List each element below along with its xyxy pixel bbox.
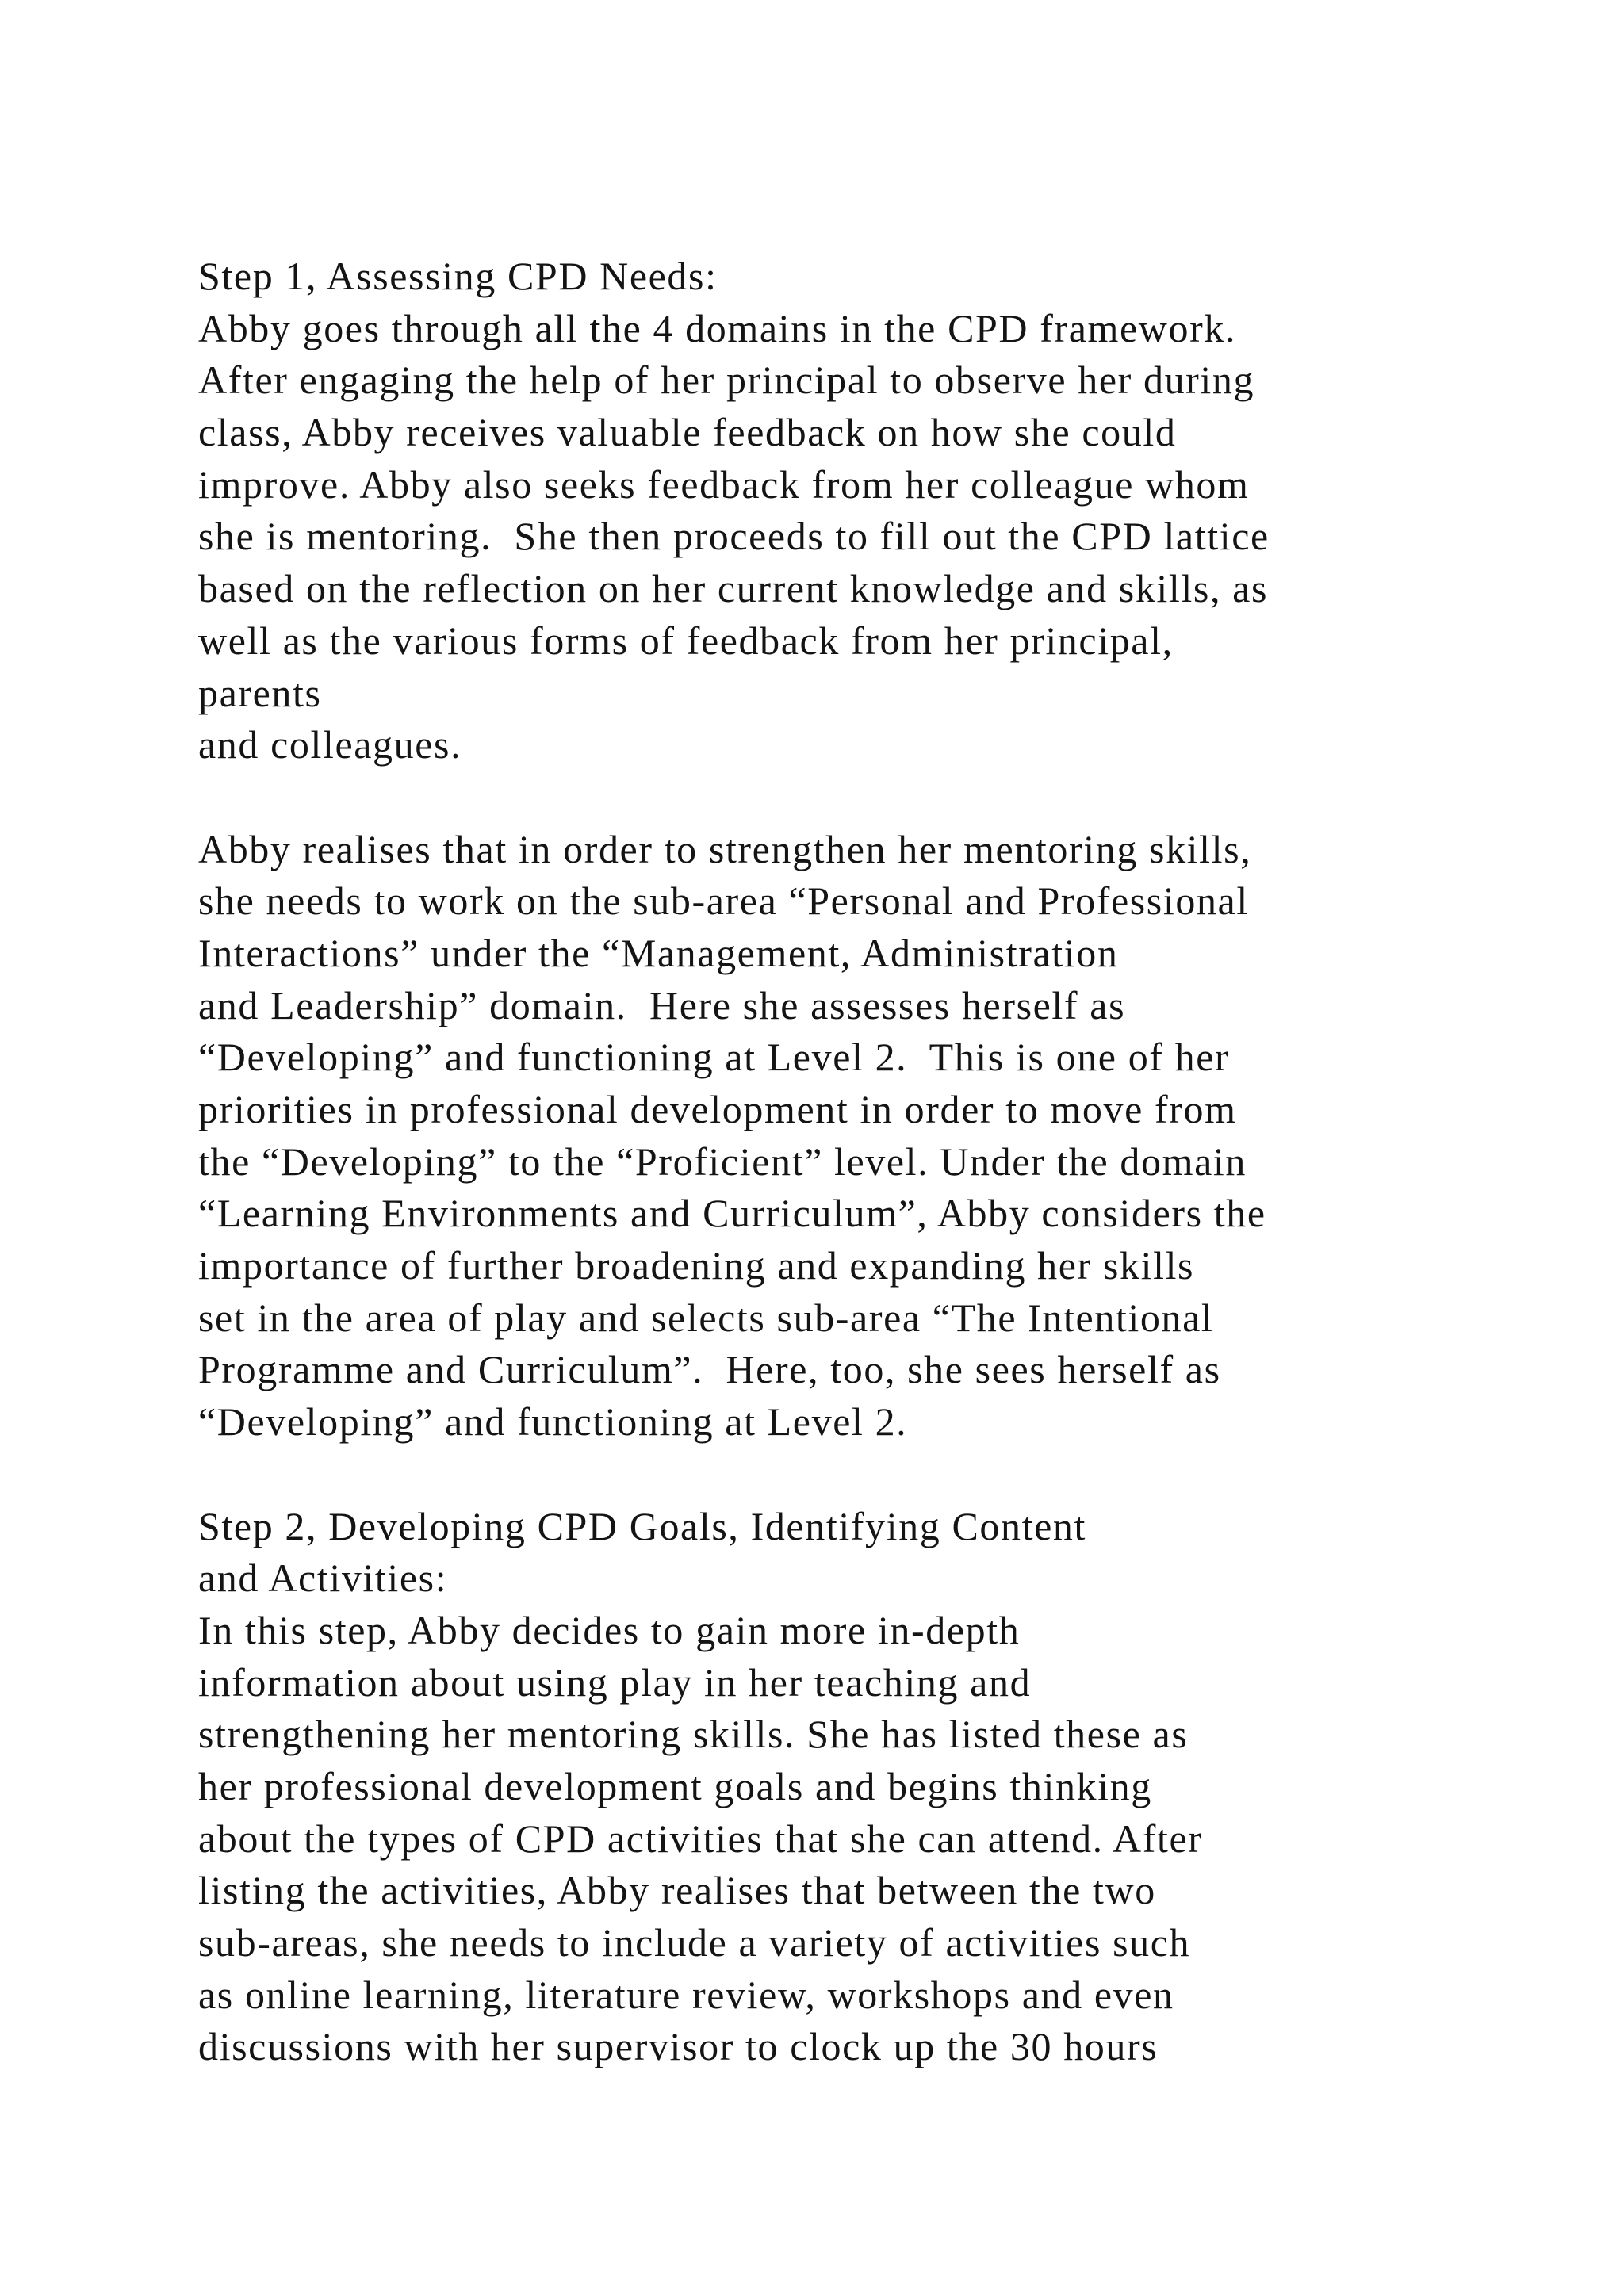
text-line: importance of further broadening and expanding her skills [198, 1243, 1195, 1288]
text-line: the “Developing” to the “Proficient” level. Under the domain [198, 1138, 1247, 1184]
text-line: her professional development goals and begins thinking [198, 1763, 1152, 1808]
text-line: priorities in professional development in order to move from [198, 1087, 1237, 1131]
text-line: listing the activities, Abby realises that between the two [198, 1868, 1156, 1913]
text-line: about the types of CPD activities that she can attend. After [198, 1816, 1203, 1861]
text-line: and Leadership” domain. Here she assesses herself as [198, 982, 1126, 1027]
text-line: In this step, Abby decides to gain more in-depth [198, 1607, 1021, 1652]
text-line: and colleagues. [198, 722, 462, 767]
text-line: strengthening her mentoring skills. She has listed these as [198, 1712, 1189, 1757]
text-line: sub-areas, she needs to include a variety of activities such [198, 1920, 1191, 1965]
text-line: parents [198, 670, 322, 715]
text-line: set in the area of play and selects sub-area “The Intentional [198, 1295, 1214, 1340]
text-line: she needs to work on the sub-area “Personal and Professional [198, 878, 1249, 924]
paragraph-spacer [198, 1448, 1546, 1501]
text-line: “Developing” and functioning at Level 2. [198, 1399, 908, 1445]
step1-paragraph-1 [198, 303, 1546, 771]
step2-heading-line-2: and Activities: [198, 1556, 448, 1601]
text-line: Interactions” under the “Management, Administration [198, 930, 1119, 975]
text-line: based on the reflection on her current knowledge and skills, as [198, 566, 1269, 611]
text-line: improve. Abby also seeks feedback from her colleague whom [198, 461, 1250, 507]
text-line: discussions with her supervisor to clock up the 30 hours [198, 2024, 1159, 2069]
text-line: “Developing” and functioning at Level 2. This is one of her [198, 1035, 1230, 1080]
text-line: as online learning, literature review, workshops and even [198, 1972, 1174, 2017]
text-line: class, Abby receives valuable feedback on how she could [198, 410, 1177, 455]
text-line: information about using play in her teaching and [198, 1659, 1032, 1705]
step1-paragraph-2 [198, 824, 1546, 1448]
text-line: After engaging the help of her principal to observe her during [198, 358, 1255, 403]
text-line: Abby goes through all the 4 domains in the CPD framework. [198, 305, 1237, 350]
text-line: she is mentoring. She then proceeds to fill out the CPD lattice [198, 514, 1270, 559]
text-line: Abby realises that in order to strengthen her mentoring skills, [198, 826, 1252, 871]
paragraph-spacer [198, 771, 1546, 824]
step2-paragraph-1 [198, 1605, 1546, 2073]
document-body [198, 251, 1546, 2073]
step1-heading: Step 1, Assessing CPD Needs: [198, 254, 718, 298]
text-line: “Learning Environments and Curriculum”, Abby considers the [198, 1191, 1266, 1236]
text-line: Programme and Curriculum”. Here, too, she sees herself as [198, 1347, 1221, 1392]
step2-heading-line-1: Step 2, Developing CPD Goals, Identifying Content [198, 1503, 1086, 1548]
text-line: well as the various forms of feedback from her principal, [198, 618, 1174, 663]
